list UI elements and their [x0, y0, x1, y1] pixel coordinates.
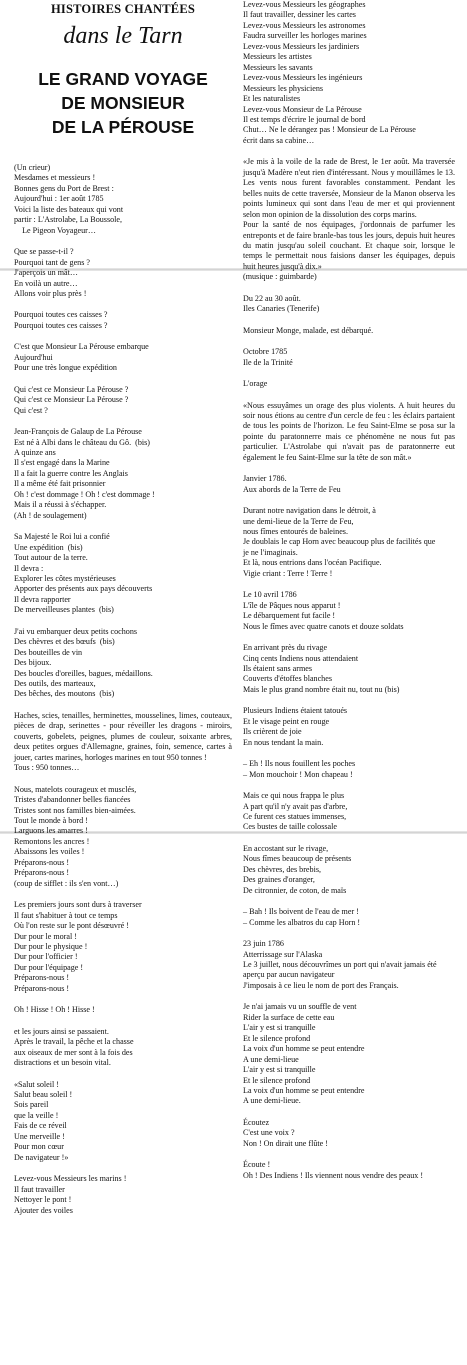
verse-wake-up: Levez-vous Messieurs les géographes Il faut travailler, dessiner les cartes Levez-vous Messieurs les astronomes Faudra surveiller les horloges marines Levez-vous Messieurs les jardiniers Messieurs les artistes Messieurs les savants Levez-vous Messieurs les ingénieurs Messieurs les physiciens Et les naturalistes Levez-vous Monsieur de La Pérouse Il est temps d'écrire le journal de bord Chut… Ne le dérangez pas ! Monsieur de La Pérouse écrit dans sa cabine… — [243, 0, 416, 145]
verse-easter-island: Le 10 avril 1786 L'île de Pâques nous apparut ! Le débarquement fut facile ! Nous le fîmes avec quatre canots et douze soldats — [243, 590, 404, 631]
verse-cape-horn: Durant notre navigation dans le détroit, à une demi-lieue de la Terre de Feu, nous fîmes entourés de baleines. Je doublais le cap Horn avec beaucoup plus de facilités que je ne l'imaginais. Et là, nous entrions dans l'océan Pacifique. Vigie criant : Terre ! Terre ! — [243, 506, 436, 578]
verse-pockets: – Eh ! Ils nous fouillent les poches – Mon mouchoir ! Mon chapeau ! — [243, 759, 356, 779]
left-column — [14, 0, 232, 1216]
verse-mission: Sa Majesté le Roi lui a confié Une expédition (bis) Tout autour de la terre. Il devra : Explorer les côtes mystérieuses Apporter des présents aux pays découverts Il devra rapporter De merveilleuses plantes (bis) — [14, 532, 153, 615]
heading-terre-de-feu: Janvier 1786. Aux abords de la Terre de Feu — [243, 474, 341, 494]
note-monge: Monsieur Monge, malade, est débarqué. — [243, 325, 374, 335]
heading-storm: L'orage — [243, 379, 268, 389]
verse-sailors: Nous, matelots courageux et musclés, Tristes d'abandonner belles fiancées Tristes sont nos familles bien-aimées. Tout le monde à bord ! Larguons les amarres ! Remontons les ancres ! Abaissons les voiles ! Préparons-nous ! Préparons-nous ! (coup de sifflet : ils s'en vont…) — [14, 784, 137, 888]
verse-presents: En accostant sur le rivage, Nous fîmes beaucoup de présents Des chèvres, des brebis, Des graines d'oranger, De citronnier, de coton, de maïs — [243, 843, 352, 895]
verse-statues: Mais ce qui nous frappa le plus A part qu'il n'y avait pas d'arbre, Ce furent ces statues immenses, Ces bustes de taille colossale — [243, 791, 348, 832]
verse-indians-furs: Écoute ! Oh ! Des Indiens ! Ils viennent nous vendre des peaux ! — [243, 1160, 424, 1180]
right-column — [243, 0, 458, 1181]
verse-cargo: J'ai vu embarquer deux petits cochons Des chèvres et des bœufs (bis) Des bouteilles de vin Des bijoux. Des boucles d'oreilles, bagues, médaillons. Des outils, des marteaux, Des bêches, des moutons (bis) — [14, 626, 153, 699]
verse-alaska: 23 juin 1786 Atterrissage sur l'Alaska Le 3 juillet, nous découvrîmes un port qui n'avait jamais été aperçu par aucun navigateur J'imposais à ce lieu le nom de port des Français. — [243, 939, 437, 990]
journal-storm: «Nous essuyâmes un orage des plus violents. A huit heures du soir nous étions au centre d'un cercle de feu : les éclairs partaient de tous les points de l'horizon. Le feu Saint-Elme se posa sur la pointe du paratonnerre mais ce phénomène ne nous fut pas particulier. L'Astrolabe qui n'avait pas de paratonnerre eut également le feu Saint-Elme sur la tête de son mât.» — [243, 400, 458, 462]
series-title: HISTOIRES CHANTÉES — [50, 2, 196, 16]
verse-tattoos: Plusieurs Indiens étaient tatoués Et le visage peint en rouge Ils crièrent de joie En nous tendant la main. — [243, 706, 348, 747]
verse-boxes: Pourquoi toutes ces caisses ? Pourquoi toutes ces caisses ? — [14, 310, 108, 330]
paragraph-inventory: Haches, scies, tenailles, herminettes, mousselines, limes, couteaux, pièces de drap, serinettes - pour réveiller les dragons - miroirs, couverts, gobelets, peignes, plumes de couleur, soixante arbres, deux petites orgues d'Allemagne, graines, foin, semence, cartes à jouer, cartes marines, horloges marines en tout 950 tonnes ! Tous : 950 tonnes… — [14, 710, 232, 773]
verse-biography: Jean-François de Galaup de La Pérouse Est né à Albi dans le château du Gô. (bis) A quinze ans Il s'est engagé dans la Marine Il a fait la guerre contre les Anglais Il a même été fait prisonnier Oh ! c'est dommage ! Oh ! c'est dommage ! Mais il a réussi à s'échapper. (Ah ! de soulagement) — [14, 427, 155, 520]
verse-seawater: – Bah ! Ils boivent de l'eau de mer ! – Comme les albatros du cap Horn ! — [243, 907, 361, 927]
journal-brest: «Je mis à la voile de la rade de Brest, le 1er août. Ma traversée jusqu'à Madère n'eut rien d'intéressant. Nous y mouillâmes le 13. Les vents nous furent favorables constamment. Pendant les belles nuits de cette traversée, Monsieur de la Manon observa les points lumineux qui sont dans l'eau de mer et qui proviennent selon mon opinion de la dissolution des corps marins. Pour la santé de nos équipages, j'ordonnais de parfumer les entreponts et de faire branle-bas tous les jours, depuis huit heures du matin jusqu'au soleil couchant. Et chaque soir, lorsque le temps le permettait nous faisions danser les équipages, depuis huit heures jusqu'à dix.» (musique : guimbarde) — [243, 157, 455, 282]
verse-first-days: Les premiers jours sont durs à traverser Il faut s'habituer à tout ce temps Où l'on reste sur le pont désœuvré ! Dur pour le moral ! Dur pour le physique ! Dur pour l'officier ! Dur pour l'équipage ! Préparons-nous ! Préparons-nous ! — [14, 900, 142, 993]
heading-canaries: Du 22 au 30 août. Iles Canaries (Tenerife) — [243, 293, 320, 314]
verse-listen: Écoutez C'est une voix ? Non ! On dirait une flûte ! — [243, 1117, 328, 1148]
heading-trinite: Octobre 1785 Ile de la Trinité — [243, 347, 293, 367]
verse-crier: (Un crieur) Mesdames et messieurs ! Bonnes gens du Port de Brest : Aujourd'hui : 1er août 1785 Voici la liste des bateaux qui vont partir : L'Astrolabe, La Boussole, Le Pigeon Voyageur… — [14, 163, 124, 235]
verse-calm-water: Je n'ai jamais vu un souffle de vent Rider la surface de cette eau L'air y est si tranquille Et le silence profond La voix d'un homme se peut entendre A une demi-lieue L'air y est si tranquille Et le silence profond La voix d'un homme se peut entendre A une demi-lieue. — [243, 1002, 365, 1106]
series-subtitle: dans le Tarn — [63, 23, 183, 49]
verse-hisse: Oh ! Hisse ! Oh ! Hisse ! — [14, 1005, 95, 1015]
verse-shore: En arrivant près du rivage Cinq cents Indiens nous attendaient Ils étaient sans armes Couverts d'étoffes blanches Mais le plus grand nombre était nu, tout nu (bis) — [243, 643, 400, 694]
verse-sailors-wake: Levez-vous Messieurs les marins ! Il faut travailler Nettoyer le pont ! Ajouter des voiles — [14, 1174, 127, 1215]
verse-mast: Que se passe-t-il ? Pourquoi tant de gens ? J'aperçois un mât… En voilà un autre… Allons voir plus près ! — [14, 247, 90, 298]
verse-sun-song: «Salut soleil ! Salut beau soleil ! Sois pareil que la veille ! Fais de ce réveil Une merveille ! Pour mon cœur De navigateur !» — [14, 1079, 73, 1162]
verse-who: Qui c'est ce Monsieur La Pérouse ? Qui c'est ce Monsieur La Pérouse ? Qui c'est ? — [14, 384, 129, 415]
page-title: LE GRAND VOYAGE DE MONSIEUR DE LA PÉROUSE — [38, 69, 208, 137]
verse-days-passed: et les jours ainsi se passaient. Après le travail, la pêche et la chasse aux oiseaux de mer sont à la fois des distractions et un besoin vital. — [14, 1026, 134, 1068]
verse-embarks: C'est que Monsieur La Pérouse embarque Aujourd'hui Pour une très longue expédition — [14, 342, 149, 373]
